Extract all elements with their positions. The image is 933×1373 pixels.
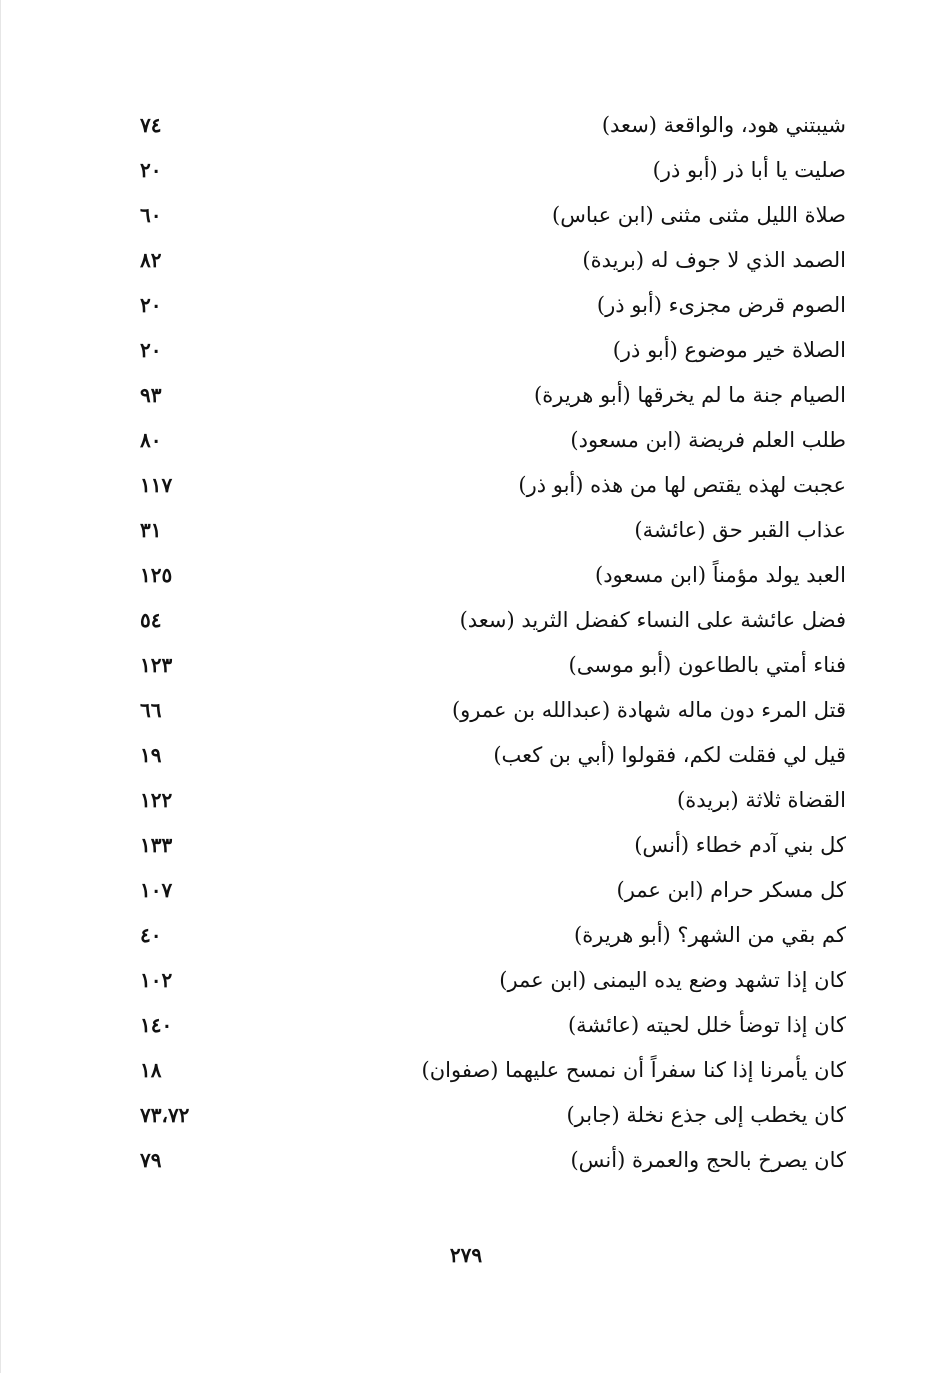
entry-page-number: ١٣٣	[140, 833, 173, 857]
index-entry	[140, 913, 846, 958]
index-entry	[140, 463, 846, 508]
index-entry	[140, 868, 846, 913]
entry-hadith-text: الصلاة خير موضوع (أبو ذر)	[612, 338, 846, 362]
dot-leader	[194, 688, 438, 733]
dot-leader	[194, 508, 620, 553]
entry-page-number: ٣١	[140, 518, 162, 542]
entry-page-number: ١٢٥	[140, 563, 173, 587]
dot-leader	[194, 193, 538, 238]
entry-page-number: ١٠٧	[140, 878, 173, 902]
dot-leader	[194, 463, 504, 508]
entry-page-number: ٧٣،٧٢	[140, 1103, 190, 1127]
dot-leader	[194, 913, 560, 958]
entry-hadith-text: كان يصرخ بالحج والعمرة (أنس)	[570, 1148, 846, 1172]
dot-leader	[194, 958, 485, 1003]
entry-hadith-text: كل بني آدم خطاء (أنس)	[634, 833, 846, 857]
dot-leader	[194, 328, 599, 373]
dot-leader	[194, 103, 588, 148]
index-entry	[140, 778, 846, 823]
index-entry	[140, 643, 846, 688]
index-entry	[140, 958, 846, 1003]
index-entry	[140, 373, 846, 418]
entry-page-number: ١٩	[140, 743, 162, 767]
entry-page-number: ١٢٣	[140, 653, 173, 677]
entry-page-number: ٨٠	[140, 428, 162, 452]
index-entry	[140, 193, 846, 238]
entry-page-number: ١٤٠	[140, 1013, 173, 1037]
index-entry	[140, 598, 846, 643]
entry-hadith-text: كان يخطب إلى جذع نخلة (جابر)	[566, 1103, 846, 1127]
entry-page-number: ١٠٢	[140, 968, 173, 992]
index-entry	[140, 823, 846, 868]
entry-hadith-text: كان إذا توضأ خلل لحيته (عائشة)	[567, 1013, 846, 1037]
entry-page-number: ٢٠	[140, 158, 162, 182]
entry-hadith-text: الصوم قرض مجزىء (أبو ذر)	[596, 293, 846, 317]
entry-hadith-text: كل مسكر حرام (ابن عمر)	[616, 878, 846, 902]
dot-leader	[194, 1138, 556, 1183]
entry-hadith-text: فضل عائشة على النساء كفضل الثريد (سعد)	[459, 608, 846, 632]
index-entry	[140, 283, 846, 328]
entry-hadith-text: صليت يا أبا ذر (أبو ذر)	[652, 158, 846, 182]
dot-leader	[194, 553, 581, 598]
index-entry	[140, 418, 846, 463]
entry-page-number: ٦٦	[140, 698, 162, 722]
entry-hadith-text: صلاة الليل مثنى مثنى (ابن عباس)	[552, 203, 846, 227]
entry-hadith-text: كان يأمرنا إذا كنا سفراً أن نمسح عليهما (صفوان)	[421, 1058, 846, 1082]
page-number: ٢٧٩	[449, 1243, 483, 1267]
entry-page-number: ٤٠	[140, 923, 162, 947]
entry-hadith-text: عذاب القبر حق (عائشة)	[634, 518, 846, 542]
entry-hadith-text: شيبتني هود، والواقعة (سعد)	[601, 113, 846, 137]
entry-page-number: ٧٤	[140, 113, 162, 137]
entry-hadith-text: كم بقي من الشهر؟ (أبو هريرة)	[574, 923, 846, 947]
entry-page-number: ١٢٢	[140, 788, 173, 812]
entry-hadith-text: قيل لي فقلت لكم، فقولوا (أبي بن كعب)	[493, 743, 846, 767]
index-entry	[140, 103, 846, 148]
dot-leader	[194, 1048, 408, 1093]
dot-leader	[207, 1093, 552, 1138]
entry-page-number: ٨٢	[140, 248, 162, 272]
dot-leader	[194, 238, 568, 283]
index-entry	[140, 688, 846, 733]
dot-leader	[194, 643, 555, 688]
dot-leader	[194, 283, 583, 328]
entry-page-number: ١٨	[140, 1058, 162, 1082]
dot-leader	[194, 733, 479, 778]
entry-page-number: ٩٣	[140, 383, 162, 407]
index-entry	[140, 328, 846, 373]
dot-leader	[194, 1003, 554, 1048]
entry-page-number: ٥٤	[140, 608, 162, 632]
entry-page-number: ٢٠	[140, 293, 162, 317]
entry-page-number: ٦٠	[140, 203, 162, 227]
index-entry	[140, 733, 846, 778]
index-entry	[140, 1093, 846, 1138]
entry-hadith-text: الصيام جنة ما لم يخرقها (أبو هريرة)	[534, 383, 846, 407]
entry-hadith-text: كان إذا تشهد وضع يده اليمنى (ابن عمر)	[499, 968, 846, 992]
dot-leader	[194, 418, 556, 463]
hadith-index-list	[140, 103, 846, 1183]
entry-page-number: ٧٩	[140, 1148, 162, 1172]
entry-page-number: ١١٧	[140, 473, 173, 497]
dot-leader	[194, 868, 603, 913]
scan-edge	[0, 0, 1, 1373]
index-entry	[140, 1003, 846, 1048]
entry-hadith-text: عجبت لهذه يقتص لها من هذه (أبو ذر)	[518, 473, 846, 497]
dot-leader	[194, 778, 663, 823]
dot-leader	[194, 598, 446, 643]
entry-hadith-text: قتل المرء دون ماله شهادة (عبدالله بن عمرو)	[451, 698, 846, 722]
entry-hadith-text: الصمد الذي لا جوف له (بريدة)	[582, 248, 846, 272]
index-entry	[140, 553, 846, 598]
dot-leader	[194, 823, 620, 868]
dot-leader	[194, 148, 639, 193]
index-entry	[140, 1138, 846, 1183]
dot-leader	[194, 373, 520, 418]
entry-hadith-text: فناء أمتي بالطاعون (أبو موسى)	[568, 653, 846, 677]
index-entry	[140, 238, 846, 283]
index-entry	[140, 508, 846, 553]
entry-hadith-text: العبد يولد مؤمناً (ابن مسعود)	[595, 563, 846, 587]
index-entry	[140, 148, 846, 193]
entry-hadith-text: طلب العلم فريضة (ابن مسعود)	[570, 428, 846, 452]
entry-hadith-text: القضاة ثلاثة (بريدة)	[677, 788, 846, 812]
index-entry	[140, 1048, 846, 1093]
entry-page-number: ٢٠	[140, 338, 162, 362]
